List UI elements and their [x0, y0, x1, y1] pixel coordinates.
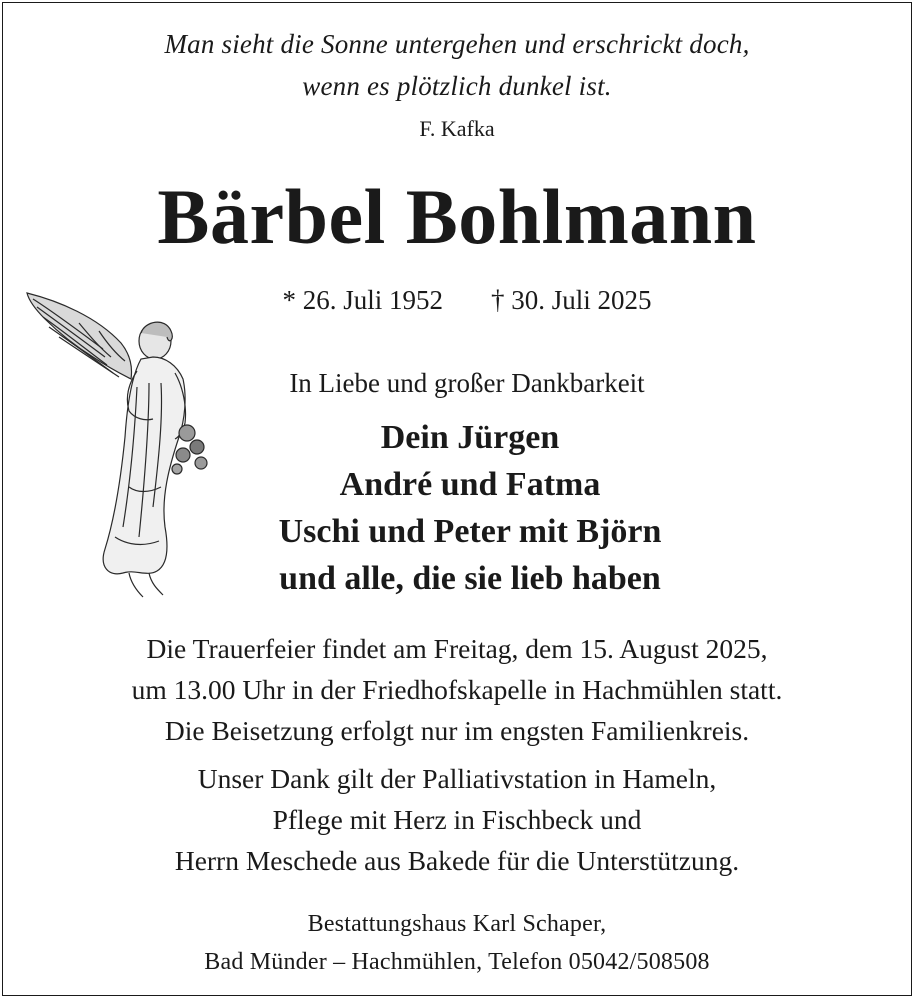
mourner-name: André und Fatma	[339, 466, 601, 503]
thanks-line: Pflege mit Herz in Fischbeck und	[272, 804, 642, 835]
ceremony-line: um 13.00 Uhr in der Friedhofskapelle in Hachmühlen statt.	[131, 674, 783, 705]
quote-line-1: Man sieht die Sonne untergehen und erschrickt doch,	[164, 29, 750, 59]
birth-date: * 26. Juli 1952	[282, 285, 443, 315]
mourners-intro: In Liebe und großer Dankbarkeit	[289, 368, 645, 398]
ceremony-line: Die Trauerfeier findet am Freitag, dem 15. August 2025,	[146, 633, 768, 664]
mourner-name: Uschi und Peter mit Björn	[278, 513, 662, 550]
mourner-name: Dein Jürgen	[380, 419, 560, 456]
thanks-line: Herrn Meschede aus Bakede für die Unterstützung.	[174, 845, 740, 876]
funeral-home-contact: Bad Münder – Hachmühlen, Telefon 05042/508508	[204, 949, 710, 975]
mourner-name: und alle, die sie lieb haben	[279, 560, 661, 597]
obituary-notice	[2, 2, 912, 996]
quote-line-2: wenn es plötzlich dunkel ist.	[302, 71, 612, 101]
deceased-name: Bärbel Bohlmann	[157, 173, 757, 260]
thanks-line: Unser Dank gilt der Palliativstation in Hameln,	[197, 763, 717, 794]
death-date: † 30. Juli 2025	[491, 285, 652, 315]
quote-author: F. Kafka	[419, 116, 495, 141]
funeral-home-name: Bestattungshaus Karl Schaper,	[307, 911, 607, 937]
ceremony-line: Die Beisetzung erfolgt nur im engsten Familienkreis.	[164, 715, 750, 746]
